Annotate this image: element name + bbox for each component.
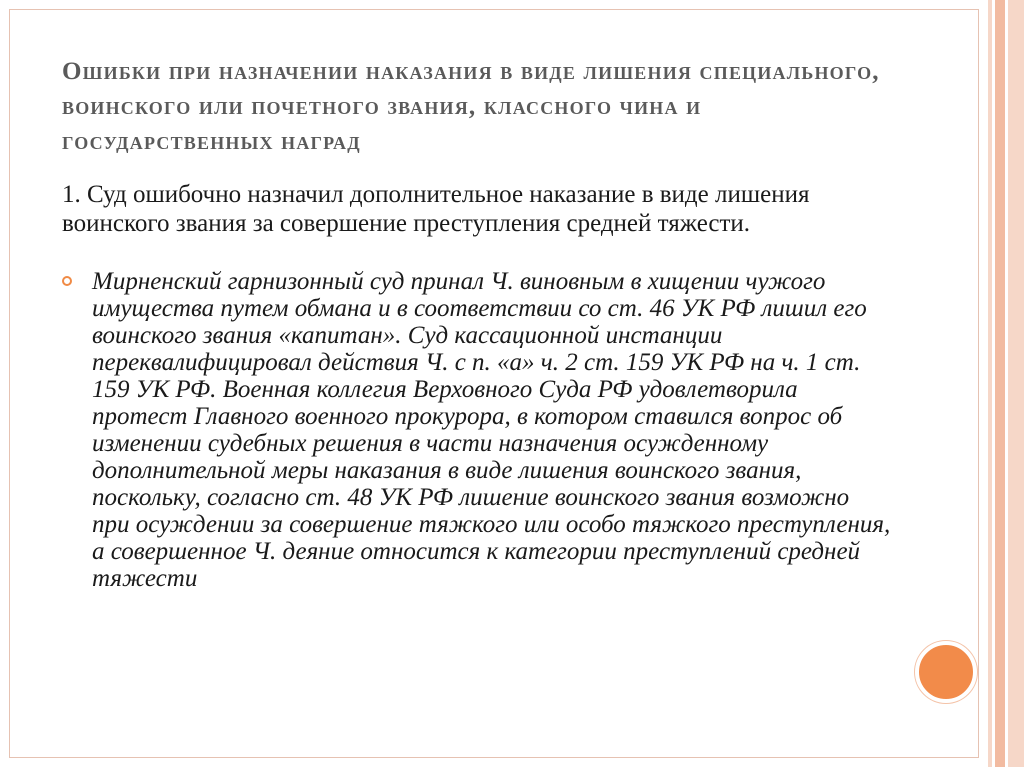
stripe bbox=[995, 0, 1005, 767]
bullet-text: Мирненский гарнизонный суд принал Ч. виновным в хищении чужого имущества путем обмана и в соответствии со ст. 46 УК РФ лишил его воинского звания «капитан». Суд кассационной инстанции переквалифицировал действия Ч. с п. «а» ч. 2 ст. 159 УК РФ на ч. 1 ст. 159 УК РФ. Военная коллегия Верховного Суда РФ удовлетворила протест Главного военного прокурора, в котором ставился вопрос об изменении судебных решения в части назначения осужденному дополнительной меры наказания в виде лишения воинского звания, поскольку, согласно ст. 48 УК РФ лишение воинского звания возможно при осуждении за совершение тяжкого или особо тяжкого преступления, а совершенное Ч. деяние относится к категории преступлений средней тяжести bbox=[92, 268, 891, 592]
intro-paragraph: 1. Суд ошибочно назначил дополнительное наказание в виде лишения воинского звания за совершение преступления средней тяжести. bbox=[62, 181, 810, 237]
circle-bullet-icon bbox=[62, 276, 72, 286]
stripe bbox=[1008, 0, 1024, 767]
orange-circle-decoration bbox=[915, 641, 977, 703]
slide-title: Ошибки при назначении наказания в виде лишения специального, воинского или почетного звания, классного чина и государственных наград bbox=[62, 58, 880, 155]
decorative-stripes bbox=[988, 0, 1024, 767]
